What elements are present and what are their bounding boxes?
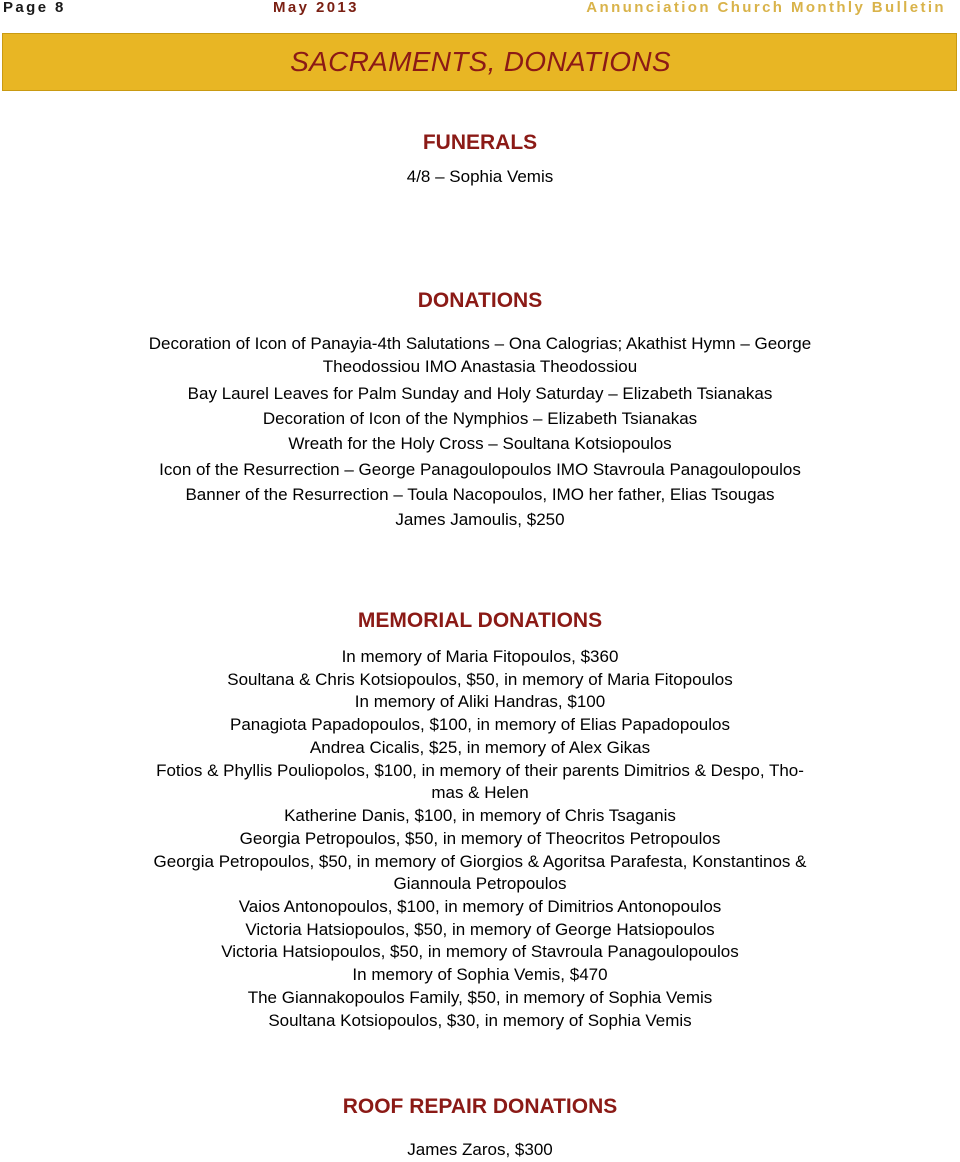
memorial-line: The Giannakopoulos Family, $50, in memory of Sophia Vemis [247, 988, 713, 1007]
memorial-line: Georgia Petropoulos, $50, in memory of Giorgios & Agoritsa Parafesta, Konstantinos & [153, 852, 807, 871]
page-header [0, 0, 960, 16]
memorial-line: In memory of Sophia Vemis, $470 [352, 965, 608, 984]
memorial-line: In memory of Maria Fitopoulos, $360 [341, 647, 619, 666]
donation-line: Icon of the Resurrection – George Panagoulopoulos IMO Stavroula Panagoulopoulos [159, 460, 801, 479]
memorial-line: Katherine Danis, $100, in memory of Chris Tsaganis [284, 806, 676, 825]
funeral-line: 4/8 – Sophia Vemis [406, 167, 554, 186]
funerals-title: FUNERALS [422, 131, 538, 154]
memorial-line: Panagiota Papadopoulos, $100, in memory of Elias Papadopoulos [230, 715, 730, 734]
section-banner [2, 33, 957, 91]
memorial-line: mas & Helen [431, 783, 529, 802]
donations-title: DONATIONS [417, 289, 543, 312]
page-number: Page 8 [3, 0, 66, 16]
roof-repair-line: James Zaros, $300 [407, 1140, 553, 1159]
memorial-line: Soultana & Chris Kotsiopoulos, $50, in memory of Maria Fitopoulos [227, 670, 733, 689]
issue-date: May 2013 [273, 0, 359, 16]
donation-line: Bay Laurel Leaves for Palm Sunday and Holy Saturday – Elizabeth Tsianakas [187, 384, 773, 403]
memorial-line: Georgia Petropoulos, $50, in memory of Theocritos Petropoulos [239, 829, 721, 848]
memorial-line: Victoria Hatsiopoulos, $50, in memory of Stavroula Panagoulopoulos [221, 942, 739, 961]
memorial-line: Vaios Antonopoulos, $100, in memory of Dimitrios Antonopoulos [238, 897, 722, 916]
banner-title: SACRAMENTS, DONATIONS [290, 46, 671, 77]
memorial-line: Victoria Hatsiopoulos, $50, in memory of George Hatsiopoulos [245, 920, 715, 939]
publication-title: Annunciation Church Monthly Bulletin [586, 0, 946, 16]
donation-line: Decoration of Icon of Panayia-4th Salutations – Ona Calogrias; Akathist Hymn – George [148, 334, 812, 353]
memorial-line: Fotios & Phyllis Pouliopolos, $100, in memory of their parents Dimitrios & Despo, Tho- [156, 761, 804, 780]
donation-line: Decoration of Icon of the Nymphios – Elizabeth Tsianakas [262, 409, 698, 428]
memorial-line: Giannoula Petropoulos [393, 874, 567, 893]
memorial-line: Andrea Cicalis, $25, in memory of Alex Gikas [309, 738, 651, 757]
donation-line: Wreath for the Holy Cross – Soultana Kotsiopoulos [288, 434, 672, 453]
donation-line: Banner of the Resurrection – Toula Nacopoulos, IMO her father, Elias Tsougas [185, 485, 775, 504]
memorial-title: MEMORIAL DONATIONS [357, 609, 603, 632]
memorial-line: Soultana Kotsiopoulos, $30, in memory of Sophia Vemis [268, 1011, 692, 1030]
donation-line: James Jamoulis, $250 [395, 510, 565, 529]
roof-repair-title: ROOF REPAIR DONATIONS [342, 1095, 618, 1118]
donation-line: Theodossiou IMO Anastasia Theodossiou [322, 357, 638, 376]
memorial-line: In memory of Aliki Handras, $100 [354, 692, 606, 711]
